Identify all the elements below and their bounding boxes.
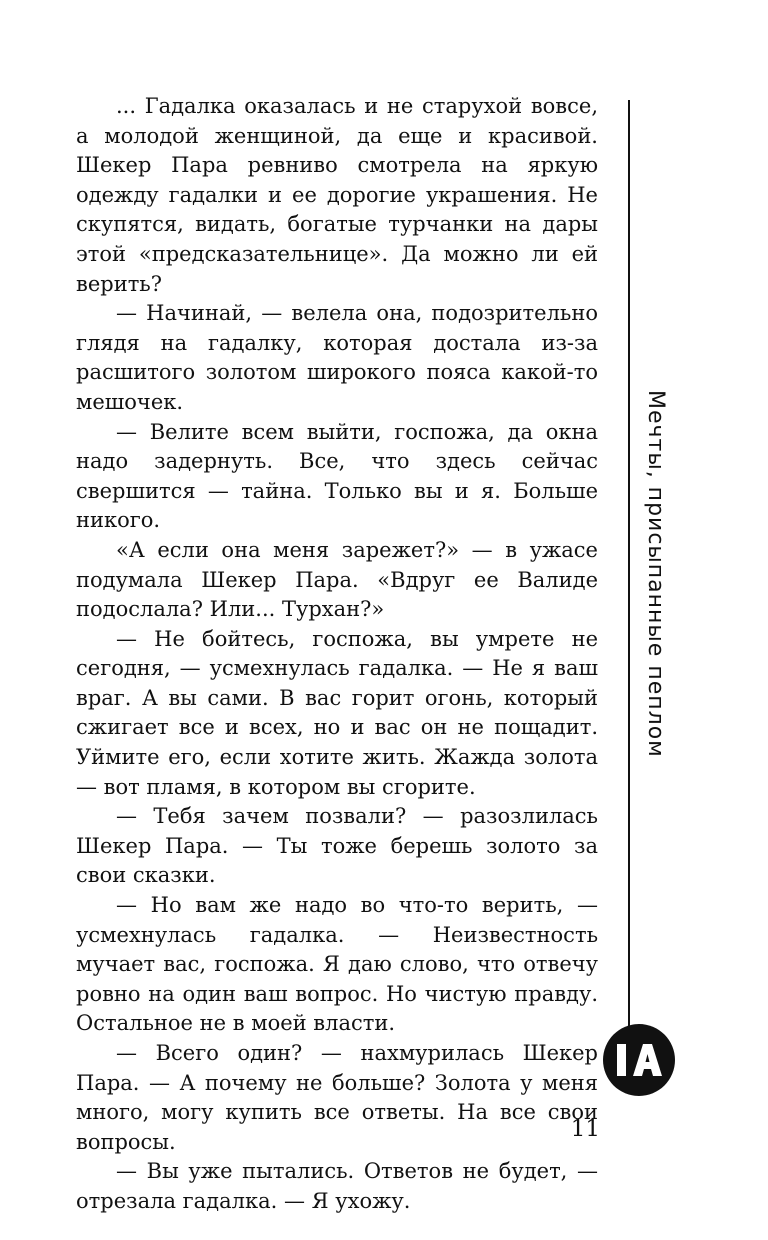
logo-glyph (609, 1030, 669, 1090)
paragraph: — Не бойтесь, госпожа, вы умрете не сегодня, — усмехнулась гадалка. — Не я ваш враг. А вы сами. В вас горит огонь, который сжигает все и всех, но и вас он не пощадит. Уймите его, если хотите жить. Жажда золота — вот пламя, в котором вы сгорите. (76, 626, 598, 799)
paragraph: — Тебя зачем позвали? — разозлилась Шекер Пара. — Ты тоже берешь золото за свои сказки. (76, 804, 598, 888)
paragraph: «А если она меня зарежет?» — в ужасе подумала Шекер Пара. «Вдруг ее Валиде подослала? Или... Турхан?» (76, 537, 598, 622)
paragraph: ... Гадалка оказалась и не старухой вовсе, а молодой женщиной, да еще и красивой. Шекер Пара ревниво смотрела на яркую одежду гадалки и ее дорогие украшения. Не скупятся, видать, богатые турчанки на дары этой «предсказательнице». Да можно ли ей верить? (76, 94, 598, 296)
paragraph: — Всего один? — нахмурилась Шекер Пара. — А почему не больше? Золота у меня много, могу купить все ответы. На все свои вопросы. (76, 1041, 598, 1154)
paragraph: — Но вам же надо во что-то верить, — усмехнулась гадалка. — Неизвестность мучает вас, госпожа. Я даю слово, что отвечу ровно на один ваш вопрос. Но чистую правду. Остальное не в моей власти. (76, 893, 598, 1036)
running-title (641, 390, 669, 830)
paragraph: — Вы уже пытались. Ответов не будет, — отрезала гадалка. — Я ухожу. (76, 1159, 598, 1213)
paragraph: — Начинай, — велела она, подозрительно глядя на гадалку, которая достала из-за расшитого золотом широкого пояса какой-то мешочек. (76, 301, 598, 414)
page-number: 11 (570, 1116, 600, 1142)
publisher-logo-icon (603, 1024, 675, 1096)
running-title-text: Мечты, присыпанные пеплом (643, 390, 668, 758)
margin-divider (628, 100, 630, 1030)
main-text (76, 92, 598, 1217)
paragraph: — Велите всем выйти, госпожа, да окна надо задернуть. Все, что здесь сейчас свершится — тайна. Только вы и я. Больше никого. (76, 419, 598, 533)
